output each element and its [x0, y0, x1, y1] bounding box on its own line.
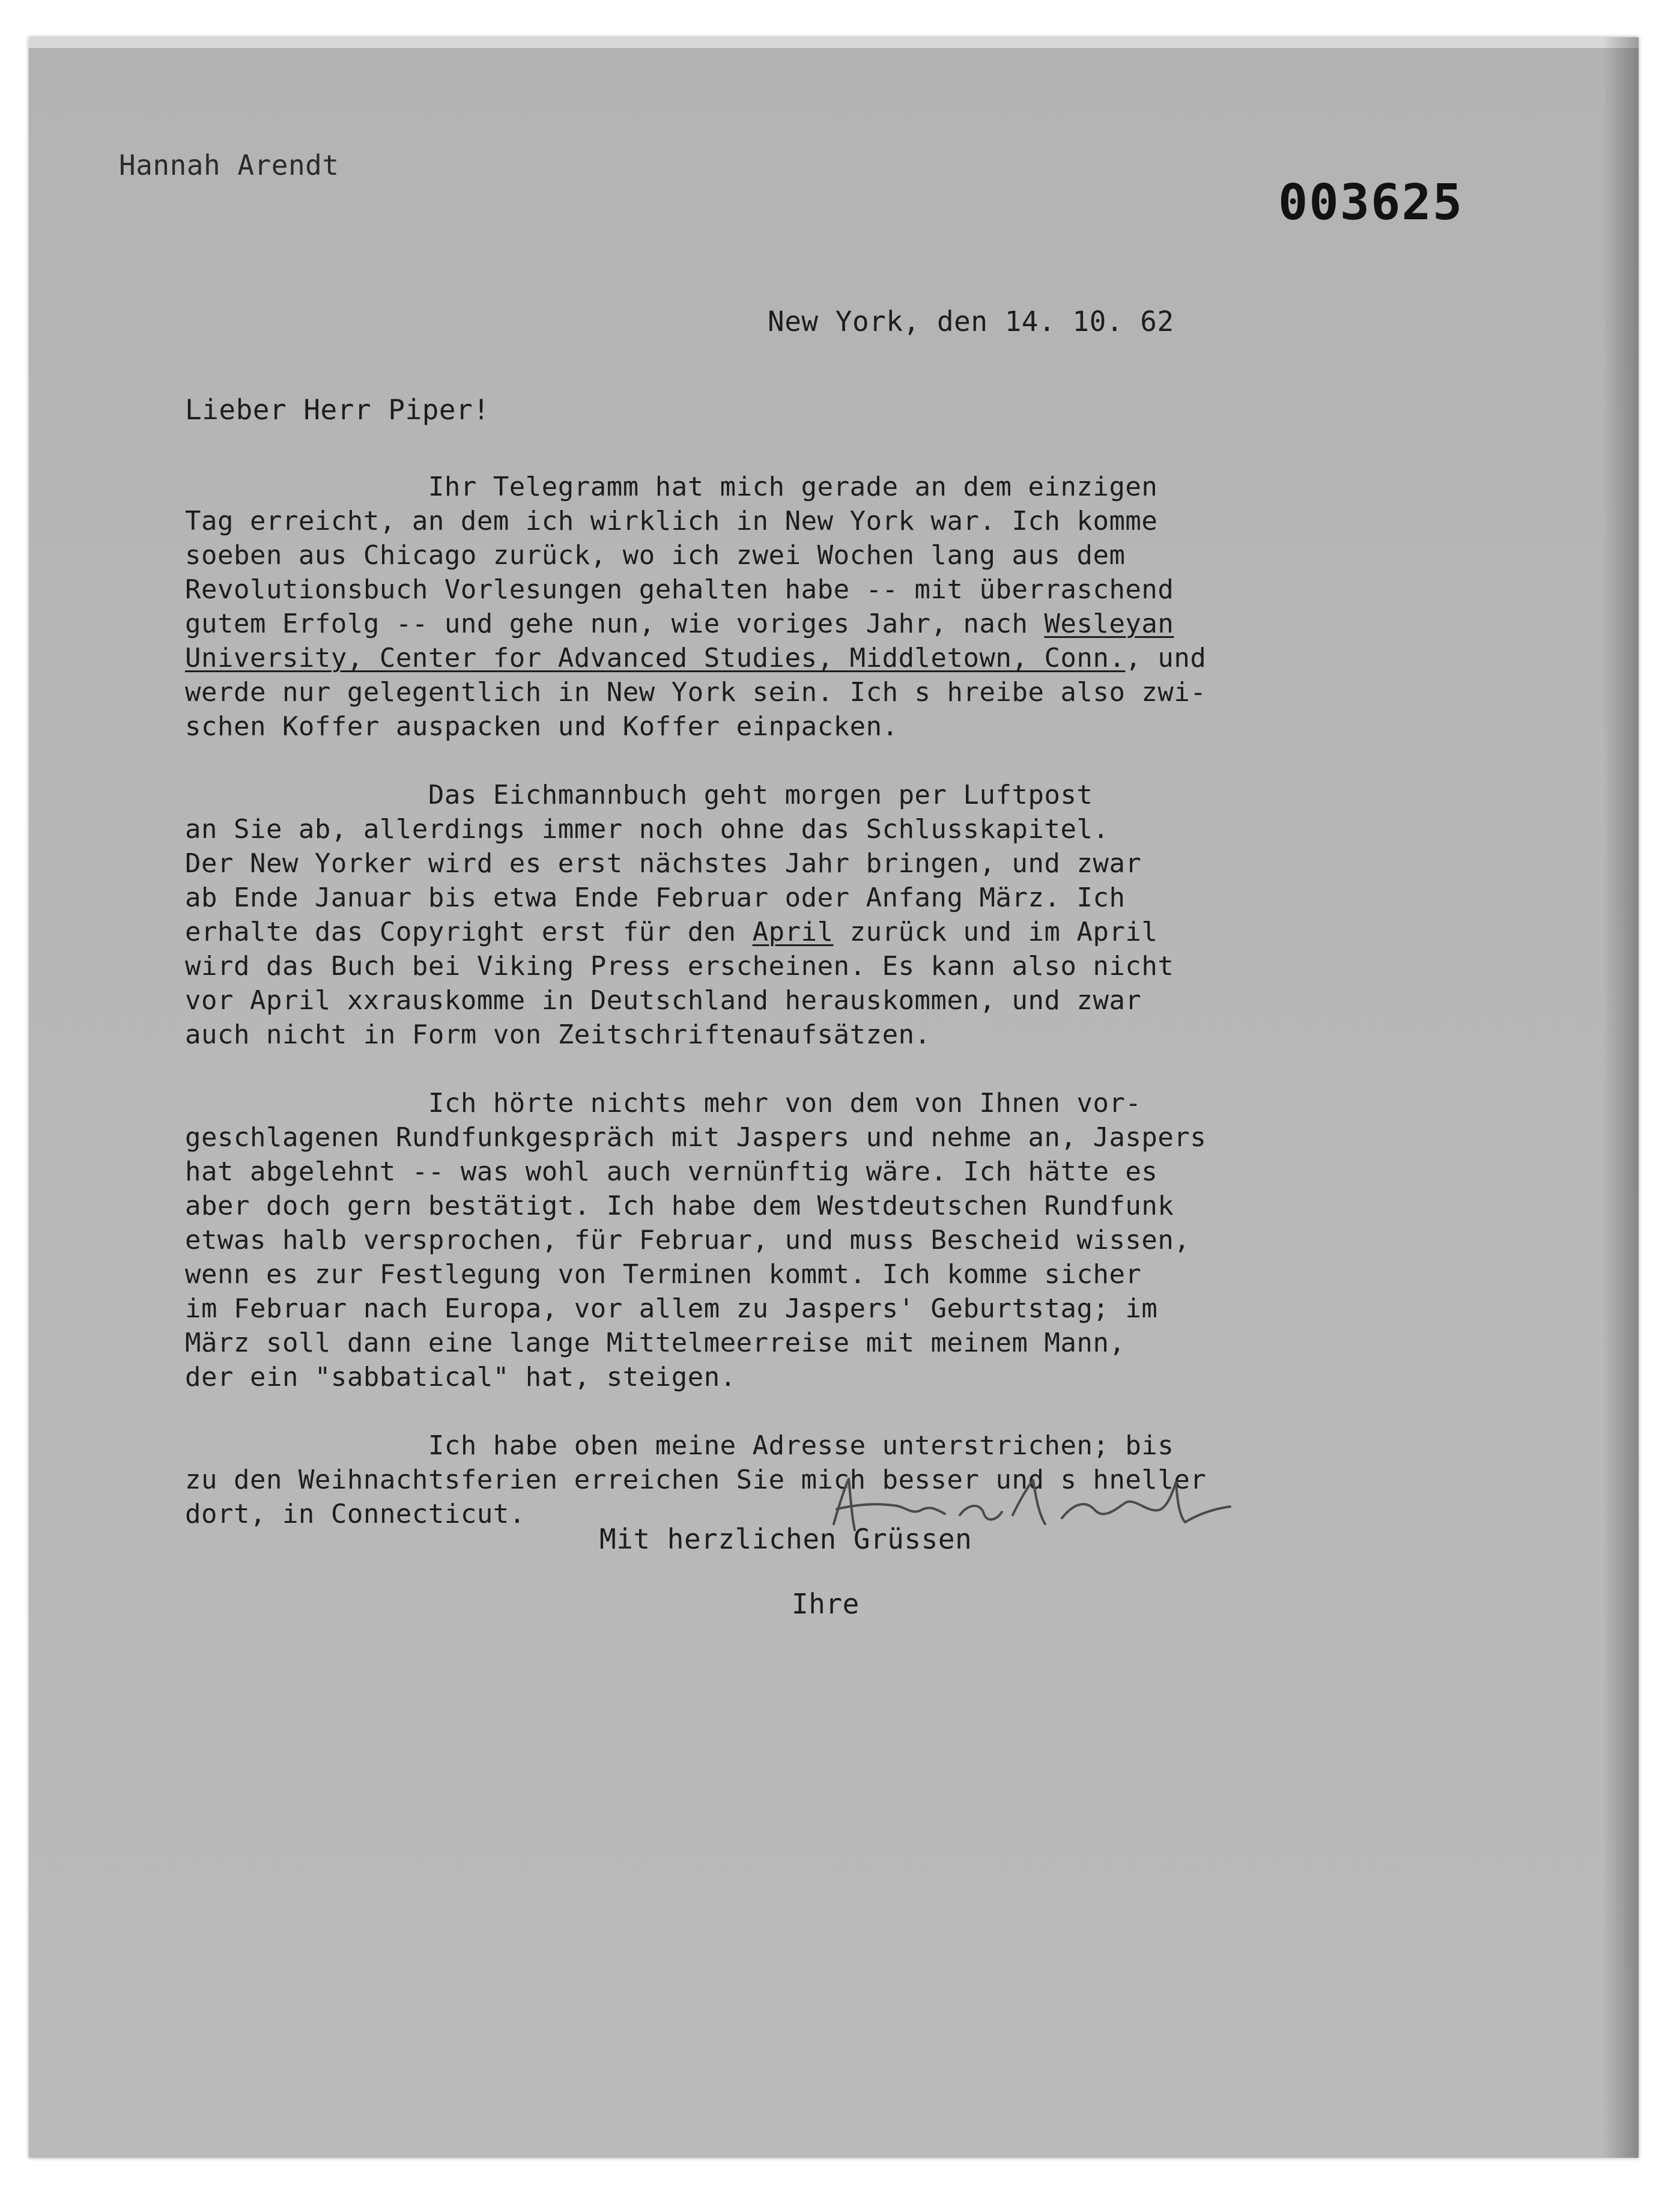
underlined-text: April — [752, 917, 834, 947]
text-line — [185, 641, 1422, 675]
text-segment: etwas halb versprochen, für Februar, und muss Bescheid wissen, — [185, 1225, 1190, 1255]
closing-phrase: Mit herzlichen Grüssen — [599, 1523, 972, 1555]
text-line — [185, 1086, 1422, 1120]
document-number: 003625 — [1278, 174, 1464, 231]
text-segment: hat abgelehnt -- was wohl auch vernünftig wäre. Ich hätte es — [185, 1156, 1158, 1187]
body-paragraph — [185, 470, 1422, 744]
page-edge-shadow — [1603, 37, 1639, 2158]
signoff: Ihre — [792, 1588, 860, 1620]
text-segment: Der New Yorker wird es erst nächstes Jahr bringen, und zwar — [185, 848, 1142, 879]
text-line — [185, 470, 1422, 504]
text-segment: vor April xxrauskomme in Deutschland herauskommen, und zwar — [185, 985, 1142, 1016]
text-segment: schen Koffer auspacken und Koffer einpacken. — [185, 711, 899, 742]
text-segment: , und — [1125, 643, 1207, 673]
sender-name: Hannah Arendt — [119, 149, 339, 181]
text-line — [185, 1292, 1422, 1326]
text-line — [185, 846, 1422, 881]
text-line — [185, 812, 1422, 846]
text-line — [185, 1120, 1422, 1155]
letter-body — [185, 470, 1422, 1531]
text-segment: soeben aus Chicago zurück, wo ich zwei Wochen lang aus dem — [185, 540, 1126, 571]
text-line — [185, 504, 1422, 538]
text-segment: ab Ende Januar bis etwa Ende Februar oder Anfang März. Ich — [185, 882, 1126, 913]
letter-page — [29, 37, 1639, 2158]
text-line — [185, 1360, 1422, 1394]
text-segment: wenn es zur Festlegung von Terminen kommt. Ich komme sicher — [185, 1259, 1142, 1290]
text-line — [185, 1189, 1422, 1223]
text-segment: Ich habe oben meine Adresse unterstrichen; bis — [185, 1430, 1174, 1461]
text-segment: März soll dann eine lange Mittelmeerreise mit meinem Mann, — [185, 1328, 1126, 1358]
underlined-text: University, Center for Advanced Studies, Middletown, Conn. — [185, 643, 1126, 673]
text-segment: im Februar nach Europa, vor allem zu Jaspers' Geburtstag; im — [185, 1293, 1158, 1324]
text-segment: zu den Weihnachtsferien erreichen Sie mich besser und s hneller — [185, 1465, 1207, 1495]
text-line — [185, 881, 1422, 915]
text-line — [185, 1155, 1422, 1189]
salutation: Lieber Herr Piper! — [185, 393, 490, 426]
text-line — [185, 675, 1422, 709]
text-segment: wird das Buch bei Viking Press erscheinen. Es kann also nicht — [185, 951, 1174, 982]
text-segment: auch nicht in Form von Zeitschriftenaufsätzen. — [185, 1019, 931, 1050]
underlined-text: Wesleyan — [1044, 609, 1174, 639]
text-line — [185, 572, 1422, 607]
text-segment: Ich hörte nichts mehr von dem von Ihnen vor- — [185, 1088, 1142, 1119]
text-segment: Revolutionsbuch Vorlesungen gehalten habe -- mit überraschend — [185, 574, 1174, 605]
text-segment: gutem Erfolg -- und gehe nun, wie voriges Jahr, nach — [185, 609, 1045, 639]
text-line — [185, 778, 1422, 812]
text-segment: werde nur gelegentlich in New York sein. Ich s hreibe also zwi- — [185, 677, 1207, 708]
text-segment: der ein "sabbatical" hat, steigen. — [185, 1362, 736, 1392]
text-segment: an Sie ab, allerdings immer noch ohne das Schlusskapitel. — [185, 814, 1109, 845]
text-line — [185, 538, 1422, 572]
text-line — [185, 709, 1422, 744]
text-line — [185, 983, 1422, 1018]
text-segment: Das Eichmannbuch geht morgen per Luftpost — [185, 780, 1093, 810]
text-segment: aber doch gern bestätigt. Ich habe dem Westdeutschen Rundfunk — [185, 1191, 1174, 1221]
text-segment: dort, in Connecticut. — [185, 1499, 526, 1529]
body-paragraph — [185, 1086, 1422, 1394]
text-line — [185, 1428, 1422, 1463]
text-segment: erhalte das Copyright erst für den — [185, 917, 753, 947]
text-line — [185, 1223, 1422, 1257]
dateline: New York, den 14. 10. 62 — [768, 305, 1174, 338]
text-segment: geschlagenen Rundfunkgespräch mit Jaspers und nehme an, Jaspers — [185, 1122, 1207, 1153]
text-line — [185, 1257, 1422, 1292]
text-line — [185, 949, 1422, 983]
body-paragraph — [185, 778, 1422, 1052]
text-segment: Ihr Telegramm hat mich gerade an dem einzigen — [185, 472, 1158, 502]
text-line — [185, 1326, 1422, 1360]
text-line — [185, 607, 1422, 641]
text-segment: zurück und im April — [833, 917, 1158, 947]
text-line — [185, 915, 1422, 949]
text-segment: Tag erreicht, an dem ich wirklich in New York war. Ich komme — [185, 506, 1158, 536]
text-line — [185, 1018, 1422, 1052]
